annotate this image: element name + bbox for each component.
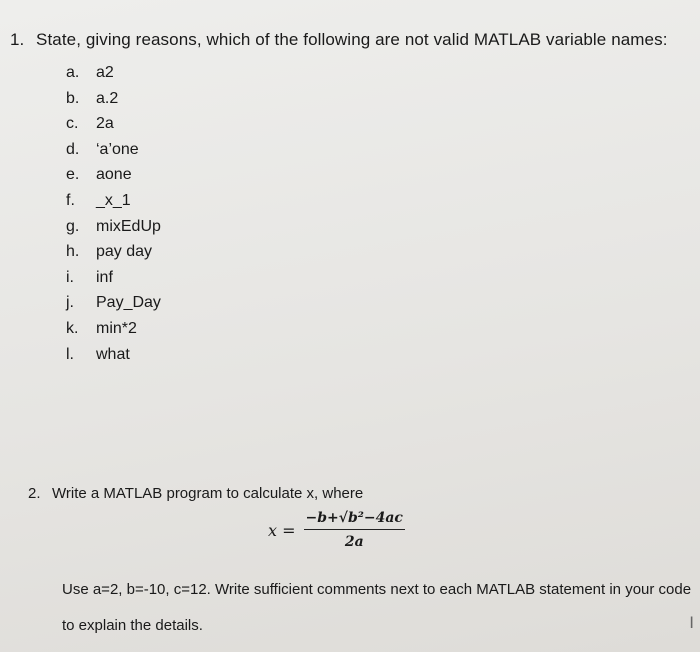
item-letter: l. — [66, 345, 74, 363]
question-1-prompt: State, giving reasons, which of the following are not valid MATLAB variable names: — [36, 30, 668, 49]
formula-denominator: 2a — [344, 534, 364, 550]
list-item — [66, 316, 161, 342]
item-letter: j. — [66, 294, 74, 312]
item-text: mixEdUp — [96, 217, 161, 235]
question-2-heading — [28, 485, 363, 502]
text-cursor-icon: I — [689, 613, 694, 632]
variable-name-list — [66, 60, 161, 367]
item-letter: e. — [66, 166, 80, 184]
item-text: 2a — [96, 115, 114, 133]
item-text: ‘a’one — [96, 140, 139, 158]
list-item — [66, 214, 161, 240]
quadratic-formula — [268, 510, 405, 550]
formula-fraction — [304, 510, 405, 550]
item-text: inf — [96, 268, 113, 286]
item-text: a.2 — [96, 89, 119, 107]
item-letter: a. — [66, 64, 80, 81]
item-text: a2 — [96, 64, 114, 81]
list-item — [66, 239, 161, 265]
item-text: what — [96, 345, 130, 363]
question-1-number: 1. — [10, 30, 25, 49]
item-letter: b. — [66, 89, 80, 107]
list-item — [66, 60, 161, 86]
formula-lhs: x = — [268, 520, 296, 540]
question-1-heading — [10, 30, 668, 50]
list-item — [66, 137, 161, 163]
item-text: pay day — [96, 243, 153, 261]
list-item — [66, 290, 161, 316]
list-item — [66, 162, 161, 188]
list-item — [66, 86, 161, 112]
list-item — [66, 188, 161, 214]
item-letter: i. — [66, 268, 74, 286]
item-letter: k. — [66, 319, 79, 337]
item-text: Pay_Day — [96, 294, 161, 312]
item-text: min*2 — [96, 319, 137, 337]
question-2-prompt: Write a MATLAB program to calculate x, where — [52, 485, 364, 502]
question-2-instructions: Use a=2, b=-10, c=12. Write sufficient comments next to each MATLAB statement in your code to explain the details. — [62, 581, 692, 634]
list-item — [66, 265, 161, 291]
item-letter: h. — [66, 243, 80, 261]
list-item — [66, 342, 161, 368]
item-text: _x_1 — [96, 191, 131, 209]
item-letter: d. — [66, 140, 80, 158]
formula-numerator: −b+√b²−4ac — [304, 510, 405, 530]
item-letter: c. — [66, 115, 79, 133]
item-text: aone — [96, 166, 132, 184]
question-2-number: 2. — [28, 485, 41, 502]
item-letter: f. — [66, 191, 75, 209]
list-item — [66, 111, 161, 137]
item-letter: g. — [66, 217, 80, 235]
